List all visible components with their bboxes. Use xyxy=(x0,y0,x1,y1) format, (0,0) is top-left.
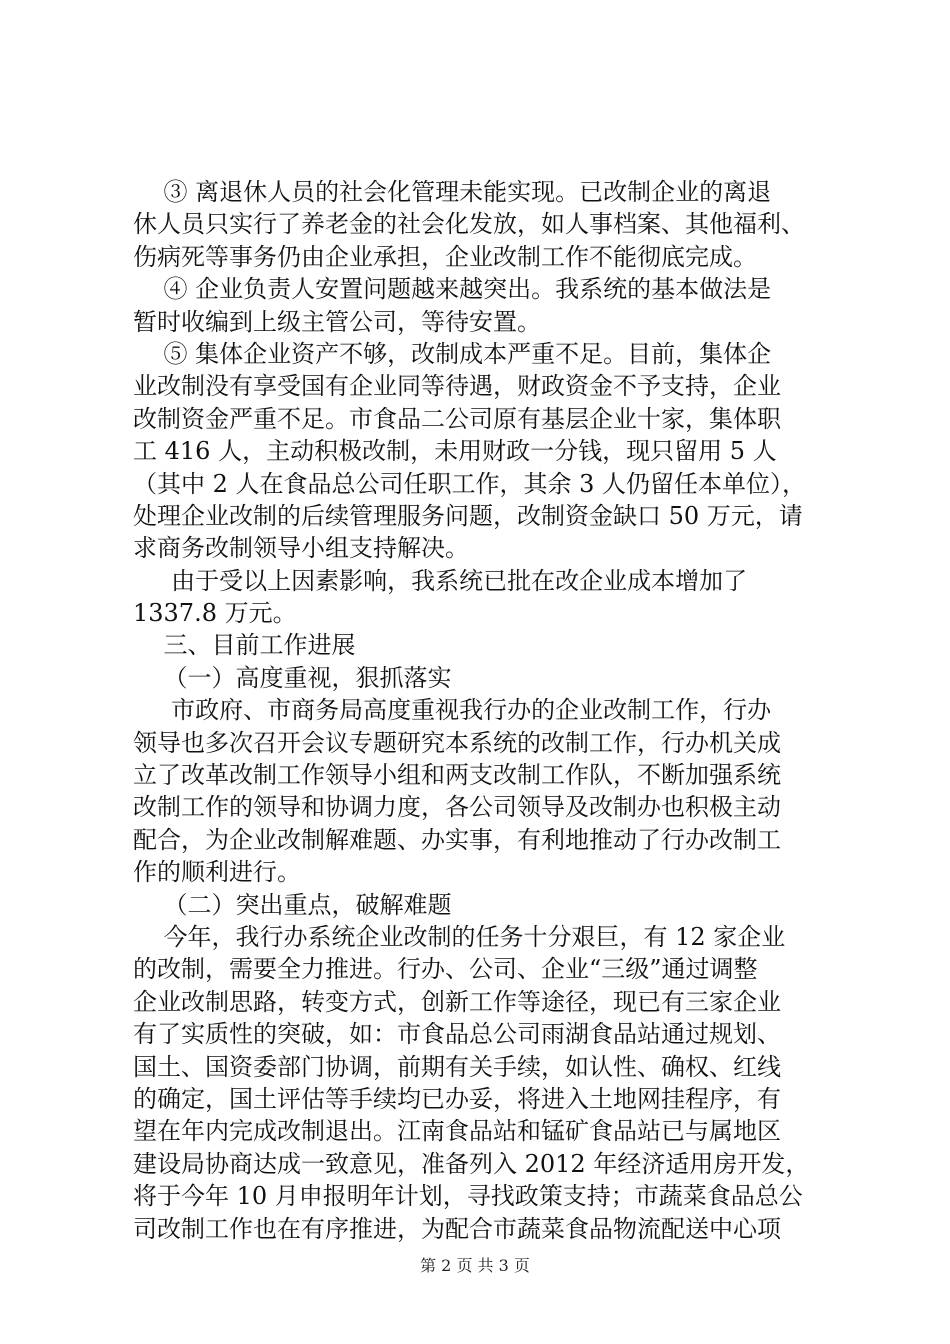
text-line: 求商务改制领导小组支持解决。 xyxy=(133,534,469,563)
text-line: 的确定，国土评估等手续均已办妥，将进入土地网挂程序，有 xyxy=(133,1084,781,1113)
text-line: 的改制，需要全力推进。行办、公司、企业“三级”通过调整 xyxy=(133,955,758,984)
text-line: 由于受以上因素影响，我系统已批在改企业成本增加了 xyxy=(133,566,748,595)
text-line: 企业改制思路，转变方式，创新工作等途径，现已有三家企业 xyxy=(133,987,781,1016)
text-line: 将于今年 10 月申报明年计划，寻找政策支持；市蔬菜食品总公 xyxy=(133,1182,803,1211)
text-line: 处理企业改制的后续管理服务问题，改制资金缺口 50 万元，请 xyxy=(133,501,803,530)
text-line: 改制资金严重不足。市食品二公司原有基层企业十家，集体职 xyxy=(133,404,781,433)
text-line: 望在年内完成改制退出。江南食品站和锰矿食品站已与属地区 xyxy=(133,1117,781,1146)
text-line: 国土、国资委部门协调，前期有关手续，如认性、确权、红线 xyxy=(133,1052,781,1081)
text-line: 立了改革改制工作领导小组和两支改制工作队，不断加强系统 xyxy=(133,761,781,790)
text-line: ⑤ 集体企业资产不够，改制成本严重不足。目前，集体企 xyxy=(133,339,772,368)
text-line: 暂时收编到上级主管公司，等待安置。 xyxy=(133,307,541,336)
text-line: ③ 离退休人员的社会化管理未能实现。已改制企业的离退 xyxy=(133,178,772,206)
document-body xyxy=(133,176,833,1245)
text-line: 市政府、市商务局高度重视我行办的企业改制工作，行办 xyxy=(133,696,772,725)
text-line: 领导也多次召开会议专题研究本系统的改制工作，行办机关成 xyxy=(133,728,781,757)
text-line: ④ 企业负责人安置问题越来越突出。我系统的基本做法是 xyxy=(133,275,772,304)
page-number-footer: 第 2 页 共 3 页 xyxy=(420,1256,530,1275)
text-line: 伤病死等事务仍由企业承担，企业改制工作不能彻底完成。 xyxy=(133,242,757,271)
text-line: 改制工作的领导和协调力度，各公司领导及改制办也积极主动 xyxy=(133,793,781,822)
subsection-heading: （二）突出重点，破解难题 xyxy=(133,890,452,919)
text-line: 配合，为企业改制解难题、办实事，有利地推动了行办改制工 xyxy=(133,825,781,854)
text-line: 今年，我行办系统企业改制的任务十分艰巨，有 12 家企业 xyxy=(133,922,786,951)
text-line: 业改制没有享受国有企业同等待遇，财政资金不予支持，企业 xyxy=(133,372,781,401)
text-line: 有了实质性的突破，如：市食品总公司雨湖食品站通过规划、 xyxy=(133,1020,781,1049)
text-line: 作的顺利进行。 xyxy=(133,858,301,887)
text-line: 工 416 人，主动积极改制，未用财政一分钱，现只留用 5 人 xyxy=(133,437,777,466)
text-line: 司改制工作也在有序推进，为配合市蔬菜食品物流配送中心项 xyxy=(133,1214,781,1243)
text-line: 休人员只实行了养老金的社会化发放，如人事档案、其他福利、 xyxy=(133,210,805,239)
text-line: （其中 2 人在食品总公司任职工作，其余 3 人仍留任本单位）， xyxy=(133,469,807,498)
text-line: 1337.8 万元。 xyxy=(133,599,297,628)
section-heading: 三、目前工作进展 xyxy=(133,631,356,660)
text-line: 建设局协商达成一致意见，准备列入 2012 年经济适用房开发， xyxy=(133,1149,810,1178)
subsection-heading: （一）高度重视，狠抓落实 xyxy=(133,663,452,692)
